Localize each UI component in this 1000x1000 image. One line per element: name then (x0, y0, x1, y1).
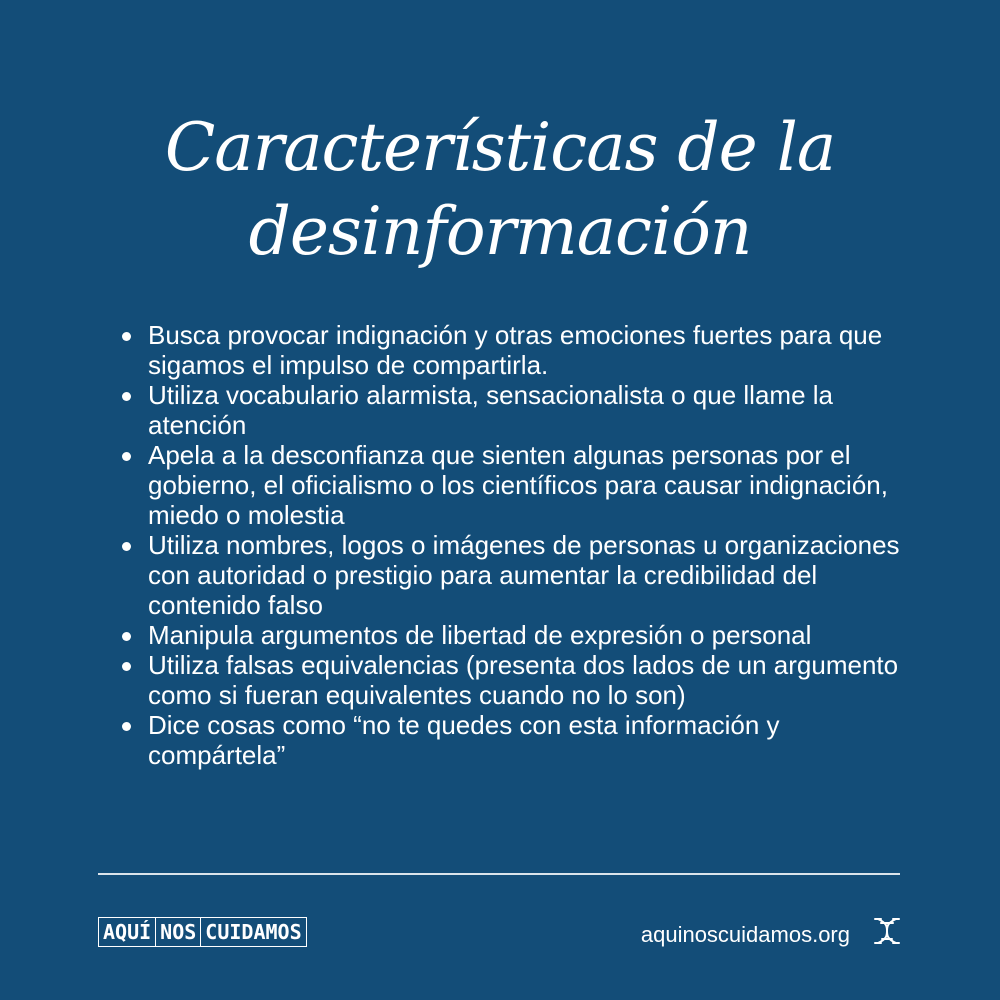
list-item (120, 530, 920, 620)
logo-word-nos: NOS (155, 918, 200, 946)
title-line-2: desinformación (248, 193, 752, 270)
list-item-text: Utiliza vocabulario alarmista, sensacionalista o que llame la atención (148, 380, 834, 440)
bullet-icon (122, 332, 131, 341)
page-title (0, 106, 1000, 274)
list-item-text: Utiliza falsas equivalencias (presenta dos lados de un argumento como si fueran equivalentes cuando no lo son) (148, 650, 899, 710)
dna-helix-icon (872, 916, 902, 946)
list-item-text: Dice cosas como “no te quedes con esta información y compártela” (148, 710, 780, 770)
list-item (120, 650, 920, 710)
bullet-icon (122, 542, 131, 551)
list-item (120, 620, 920, 650)
characteristics-list (120, 320, 920, 770)
bullet-icon (122, 662, 131, 671)
list-item (120, 440, 920, 530)
title-line-1: Características de la (164, 109, 836, 186)
list-item-text: Busca provocar indignación y otras emociones fuertes para que sigamos el impulso de compartirla. (148, 320, 883, 380)
bullet-icon (122, 392, 131, 401)
list-item (120, 320, 920, 380)
list-item-text: Manipula argumentos de libertad de expresión o personal (148, 620, 812, 650)
list-item (120, 380, 920, 440)
bullet-icon (122, 632, 131, 641)
brand-logo (98, 917, 307, 947)
website-link[interactable]: aquinoscuidamos.org (640, 922, 850, 947)
list-item-text: Utiliza nombres, logos o imágenes de personas u organizaciones con autoridad o prestigio para aumentar la credibilidad del contenido falso (148, 530, 900, 620)
footer-divider (98, 873, 900, 875)
logo-word-cuidamos: CUIDAMOS (200, 918, 305, 946)
logo-word-aqui: AQUÍ (103, 920, 152, 944)
list-item (120, 710, 920, 770)
list-item-text: Apela a la desconfianza que sienten algunas personas por el gobierno, el oficialismo o los científicos para causar indignación, miedo o molestia (148, 440, 888, 530)
bullet-icon (122, 452, 131, 461)
bullet-icon (122, 722, 131, 731)
